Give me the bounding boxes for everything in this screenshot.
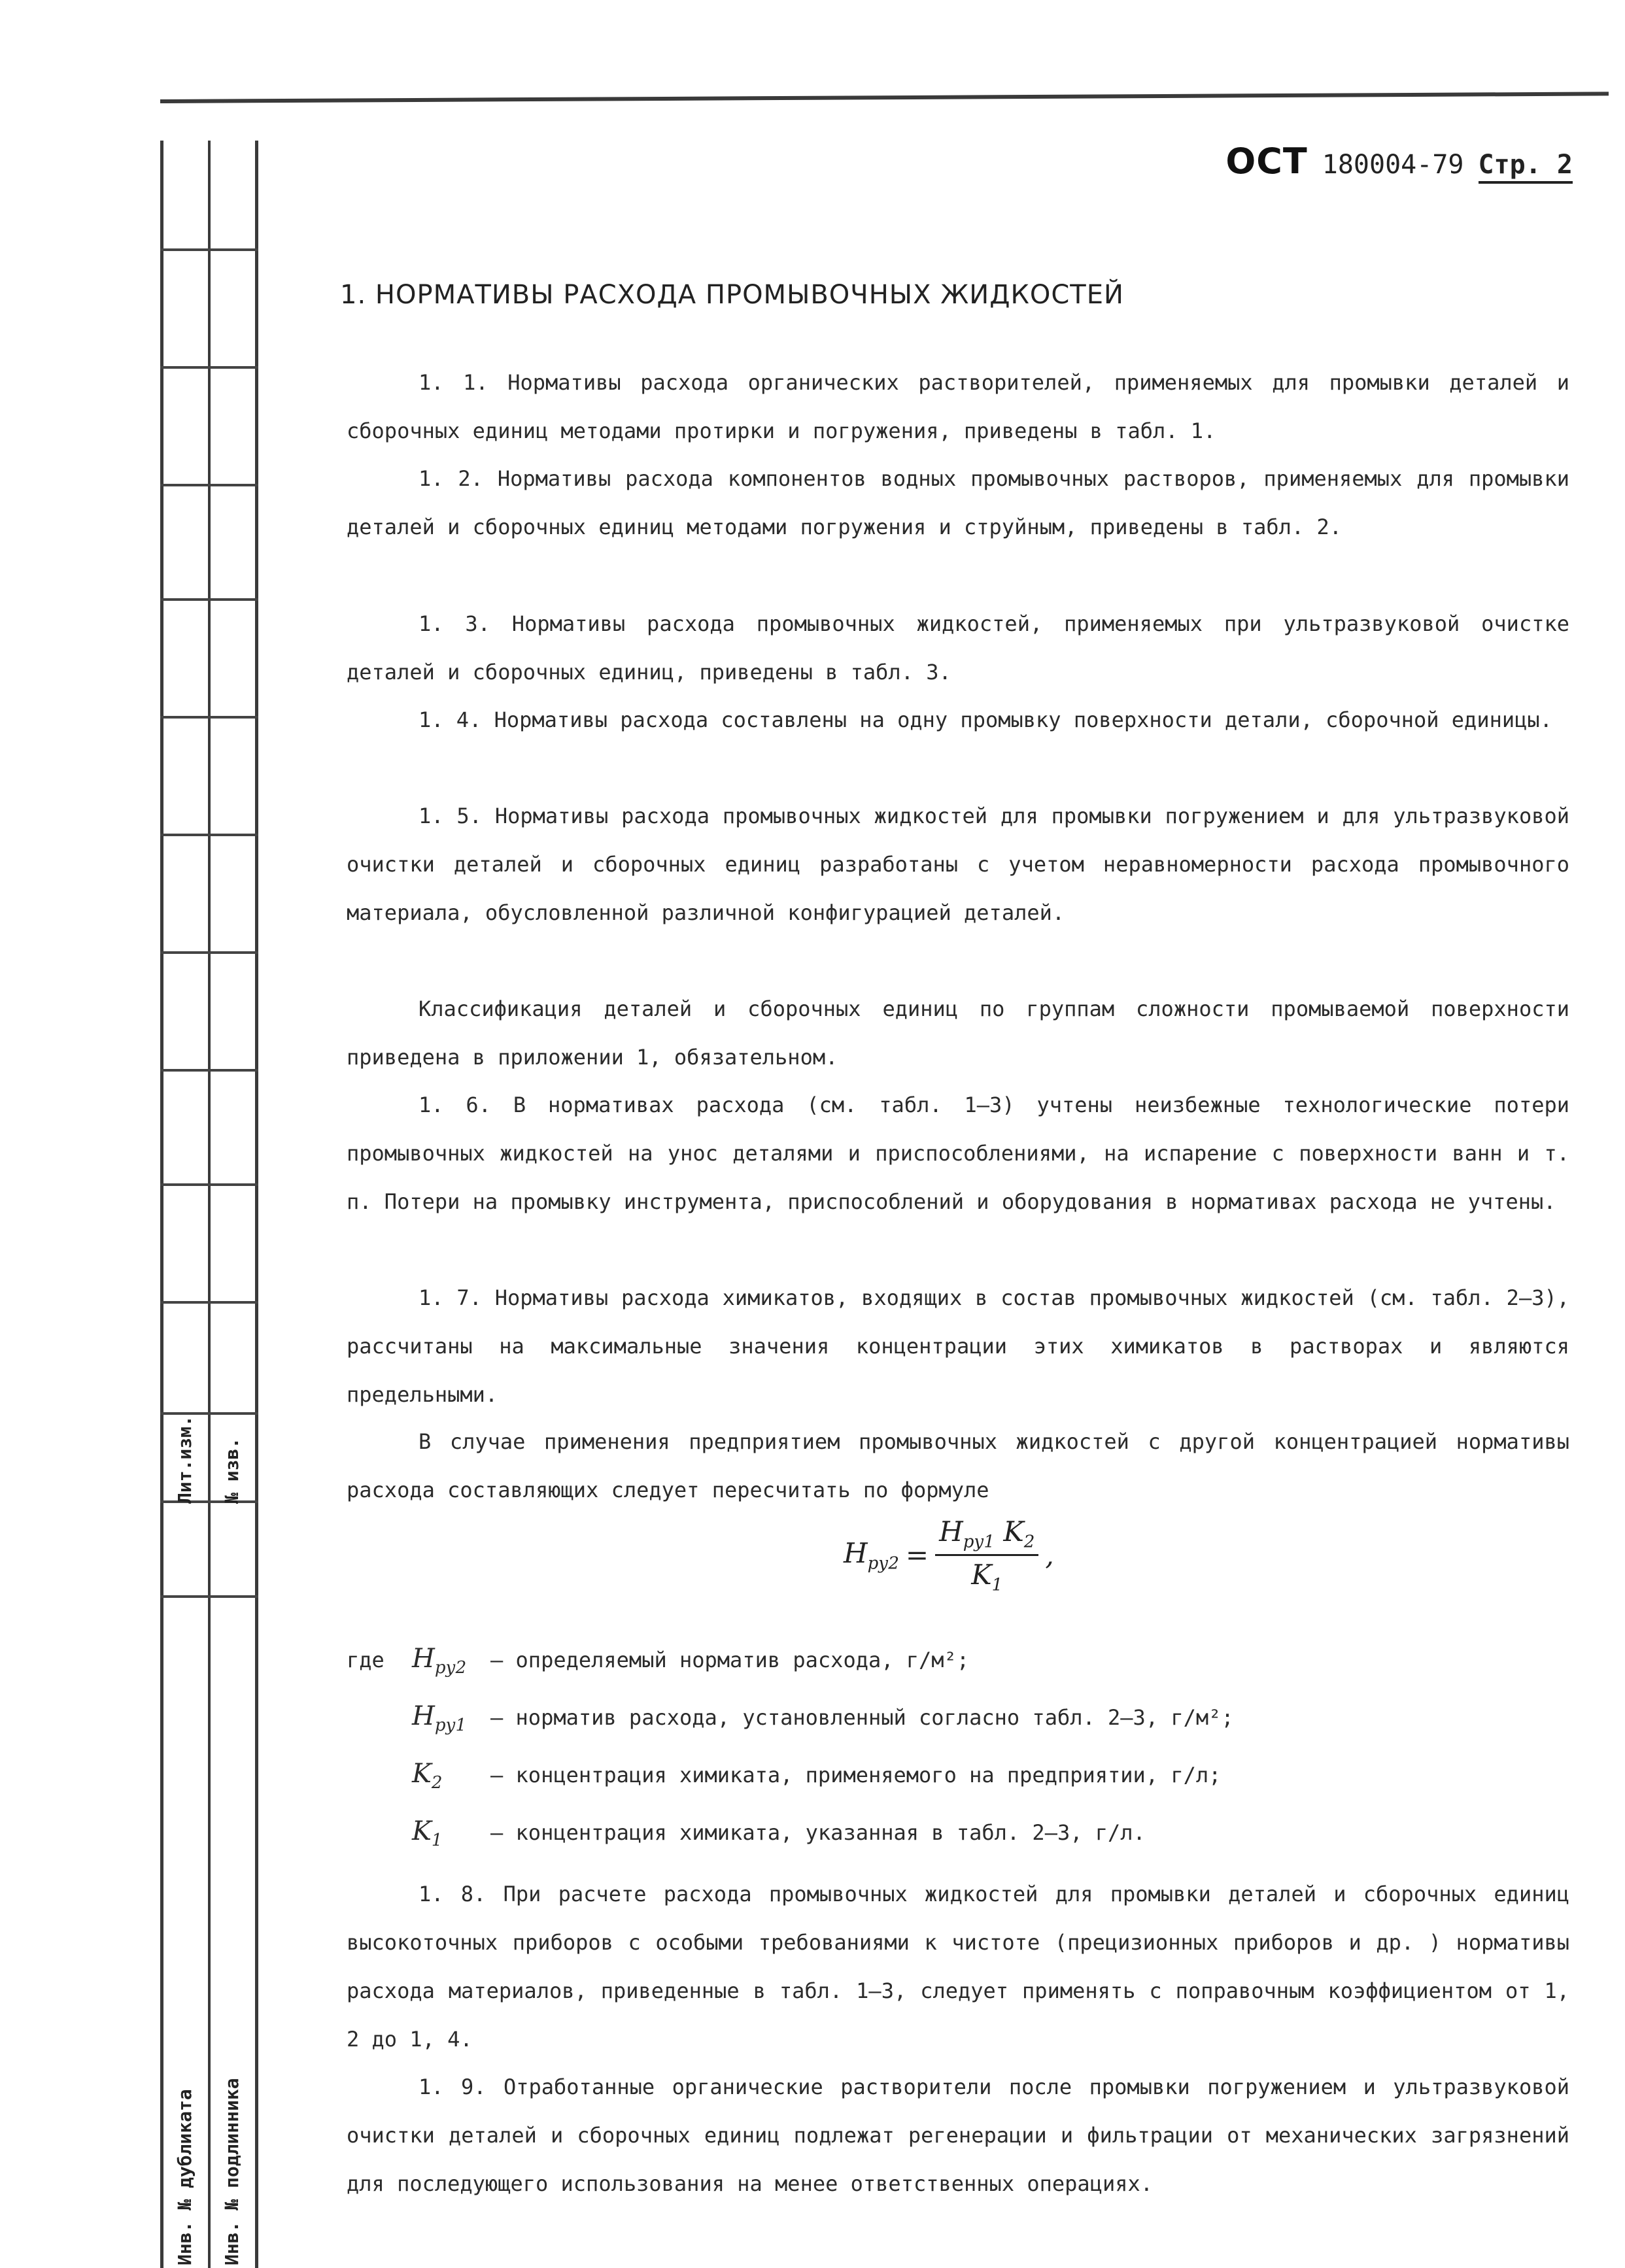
page-number: Стр. 2 xyxy=(1479,150,1573,184)
formula-lhs: $H_{ру2}$ xyxy=(844,1537,899,1574)
frame-row xyxy=(160,484,258,486)
definition-row: $K_1$ – концентрация химиката, указанная в табл. 2–3, г/л. xyxy=(412,1816,1146,1850)
frame-row xyxy=(160,951,258,954)
definition-row: $K_2$ – концентрация химиката, применяемого на предприятии, г/л; xyxy=(412,1759,1222,1793)
paragraph-1-1: 1. 1. Нормативы расхода органических растворителей, применяемых для промывки деталей и сборочных единиц методами протирки и погружения, приведены в табл. 1. xyxy=(347,370,1569,443)
frame-row xyxy=(160,1301,258,1304)
formula-definitions xyxy=(347,1634,1234,1865)
paragraph-1-8: 1. 8. При расчете расхода промывочных жидкостей для промывки деталей и сборочных единиц высокоточных приборов с особыми требованиями к чистоте (прецизионных приборов и др. ) нормативы расхода материалов, приведенные в табл. 1–3, следует применять с поправочным коэффициентом от 1, 2 до 1, 4. xyxy=(347,1882,1569,2052)
frame-row xyxy=(160,1412,258,1415)
frame-row xyxy=(160,1069,258,1072)
frame-row xyxy=(160,248,258,251)
recalculation-formula: $H_{ру2}$ = $\frac{H_{ру1} K_2}{K_1}$ , xyxy=(844,1515,1054,1595)
frame-row xyxy=(160,834,258,836)
frame-row xyxy=(160,366,258,369)
paragraph-1-2: 1. 2. Нормативы расхода компонентов водных промывочных растворов, применяемых для промывки деталей и сборочных единиц методами погружения и струйным, приведены в табл. 2. xyxy=(347,466,1569,539)
frame-row xyxy=(160,1183,258,1186)
frame-row xyxy=(160,716,258,719)
paragraph-recalc: В случае применения предприятием промывочных жидкостей с другой концентрацией нормативы расхода составляющих следует пересчитать по формуле xyxy=(347,1429,1569,1502)
paragraph-1-5: 1. 5. Нормативы расхода промывочных жидкостей для промывки погружением и для ультразвуковой очистки деталей и сборочных единиц разработаны с учетом неравномерности расхода промывочного материала, обусловленной различной конфигурацией деталей. xyxy=(347,804,1569,925)
page-header xyxy=(1225,141,1573,184)
definition-row: где $H_{ру2}$ – определяемый норматив расхода, г/м²; xyxy=(347,1644,970,1678)
paragraph-1-9: 1. 9. Отработанные органические растворители после промывки погружением и ультразвуковой очистки деталей и сборочных единиц подлежат регенерации и фильтрации от механических загрязнений для последующего использования на менее ответственных операциях. xyxy=(347,2074,1569,2196)
stamp-notice-number: № изв. xyxy=(221,1437,243,1504)
stamp-duplicate-inventory: Инв. № дубликата xyxy=(174,2089,196,2265)
paragraph-1-6: 1. 6. В нормативах расхода (см. табл. 1–3) учтены неизбежные технологические потери промывочных жидкостей на унос деталями и приспособлениями, на испарение с поверхности ванн и т. п. Потери на промывку инструмента, приспособлений и оборудования в нормативах расхода не учтены. xyxy=(347,1092,1569,1214)
paragraph-1-7: 1. 7. Нормативы расхода химикатов, входящих в состав промывочных жидкостей (см. табл. 2–3), рассчитаны на максимальные значения концентрации этих химикатов в растворах и являются предельными. xyxy=(347,1285,1569,1407)
paragraph-1-4: 1. 4. Нормативы расхода составлены на одну промывку поверхности детали, сборочной единицы. xyxy=(419,707,1552,732)
standard-label: ОСТ xyxy=(1225,141,1308,182)
paragraph-classification: Классификация деталей и сборочных единиц по группам сложности промываемой поверхности приведена в приложении 1, обязательном. xyxy=(347,996,1569,1070)
definition-row: $H_{ру1}$ – норматив расхода, установленный согласно табл. 2–3, г/м²; xyxy=(412,1701,1234,1735)
frame-left-inner xyxy=(255,141,258,2268)
frame-left-mid xyxy=(208,141,211,2268)
frame-row xyxy=(160,1595,258,1598)
frame-row xyxy=(160,598,258,601)
top-border-line xyxy=(160,92,1609,103)
formula-fraction: $\frac{H_{ру1} K_2}{K_1}$ xyxy=(935,1515,1038,1595)
frame-left-outer xyxy=(160,141,163,2268)
stamp-lit-izm: Лит.изм. xyxy=(174,1415,196,1504)
stamp-original-inventory: Инв. № подлинника xyxy=(221,2078,243,2265)
paragraph-1-3: 1. 3. Нормативы расхода промывочных жидкостей, применяемых при ультразвуковой очистке деталей и сборочных единиц, приведены в табл. 3. xyxy=(347,611,1569,685)
section-title: 1. НОРМАТИВЫ РАСХОДА ПРОМЫВОЧНЫХ ЖИДКОСТЕЙ xyxy=(340,280,1124,310)
standard-number: 180004-79 xyxy=(1322,150,1464,180)
